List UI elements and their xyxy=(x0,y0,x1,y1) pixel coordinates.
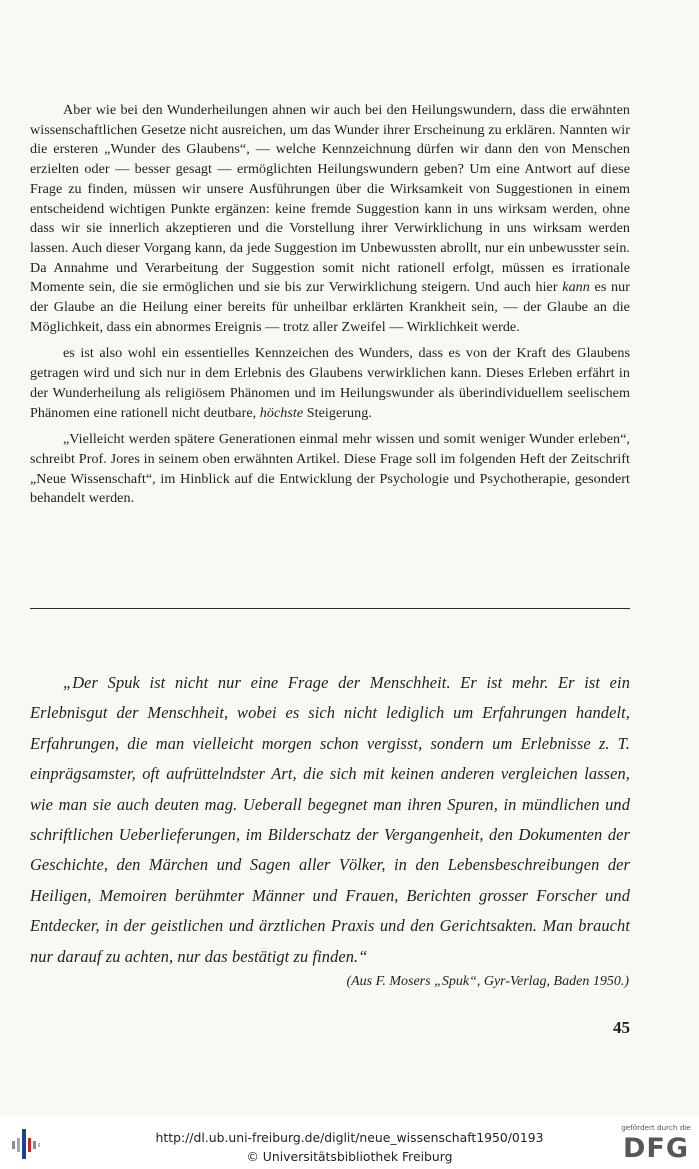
paragraph-3: „Vielleicht werden spätere Generationen einmal mehr wissen und somit weniger Wunder erleben“, schreibt Prof. Jores in seinem oben erwähnten Artikel. Diese Frage soll im folgenden Heft der Zeitschrift „Neue Wissenschaft“, im Hinblick auf die Entwicklung der Psychologie und Psychotherapie, gesondert behandelt werden. xyxy=(30,431,630,507)
paragraph-2-text: es ist also wohl ein essentielles Kennzeichen des Wunders, dass es von der Kraft des Glaubens getragen wird und sich nur in dem Erlebnis des Glaubens verwirklichen kann. Dieses Erleben erfährt in der Wunderheilung als religiösem Phänomen und im Heilungswunder als überindividuellem seelischem Phänomen eine rationell nicht deutbare, xyxy=(30,345,630,421)
dfg-logo: DFG xyxy=(622,1133,690,1164)
paragraph-1-end: es nur der Glaube an die Heilung einer bereits für unheilbar erklärten Krankheit sein, — der Glaube an die Möglichkeit, dass ein abnormes Ereignis — trotz aller Zweifel — Wirklichkeit werde. xyxy=(30,279,630,335)
footer-bar xyxy=(0,1117,699,1169)
paragraph-1-text: Aber wie bei den Wunderheilungen ahnen wir auch bei den Heilungswundern, dass die erwähnten wissenschaftlichen Gesetze nicht ausreichen, um das Wunder ihrer Erscheinung zu erklären. Nannten wir die ersteren „Wunder des Glaubens“, — welche Kennzeichnung dürfen wir dann den von Menschen erzielten oder — besser gesagt — ermöglichten Heilungswundern geben? Um eine Antwort auf diese Frage zu finden, müssen wir unsere Ausführungen über die Wirksamkeit von Suggestionen in einem entscheidend wichtigen Punkte ergänzen: keine fremde Suggestion kann in uns wirksam werden, ohne dass wir sie innerlich akzeptieren und die Vorstellung ihrer Verwirklichung in uns wirksam werden lassen. Auch dieser Vorgang kann, da jede Suggestion im Unbewussten abrollt, nur ein unbewusster sein. Da Annahme und Verarbeitung der Suggestion somit nicht rationell erfolgt, müssen es irrationale Momente sein, die sie ermöglichen und sie bis zur Verwirklichung steigern. Und auch hier xyxy=(30,102,630,296)
emphasis-hoechste: höchste xyxy=(259,404,304,421)
paragraph-1 xyxy=(30,101,630,337)
emphasis-kann: kann xyxy=(562,279,590,296)
paragraph-2-end: Steigerung. xyxy=(303,404,372,421)
footer-url[interactable]: http://dl.ub.uni-freiburg.de/diglit/neue_wissenschaft1950/0193 xyxy=(155,1130,544,1145)
quote-text: „Der Spuk ist nicht nur eine Frage der Menschheit. Er ist mehr. Er ist ein Erlebnisgut der Menschheit, wobei es sich nicht lediglich um Erfahrungen handelt, Erfahrungen, die man vielleicht morgen schon vergisst, sondern um Erlebnisse z. T. einprägsamster, oft aufrüttelndster Art, die sich mit keinen anderen vergleichen lassen, wie man sie auch deuten mag. Ueberall begegnet man ihren Spuren, in mündlichen und schriftlichen Ueberlieferungen, im Bilderschatz der Vergangenheit, den Dokumenten der Geschichte, den Märchen und Sagen aller Völker, in den Lebensbeschreibungen der Heiligen, Memoiren berühmter Männer und Frauen, Berichten grosser Forscher und Entdecker, in der geistlichen und ärztlichen Praxis und den Gerichtsakten. Man braucht nur darauf zu achten, nur das bestätigt zu finden.“ xyxy=(30,673,630,966)
spuk-quote xyxy=(30,668,630,972)
dfg-caption: gefördert durch die xyxy=(621,1123,691,1132)
paragraph-2 xyxy=(30,344,630,423)
page-number: 45 xyxy=(613,1018,630,1037)
article-text xyxy=(30,101,630,516)
section-divider xyxy=(30,608,630,609)
footer-copyright: © Universitätsbibliothek Freiburg xyxy=(246,1149,453,1164)
quote-source: (Aus F. Mosers „Spuk“, Gyr-Verlag, Baden 1950.) xyxy=(346,974,629,989)
dfg-badge xyxy=(616,1121,696,1167)
